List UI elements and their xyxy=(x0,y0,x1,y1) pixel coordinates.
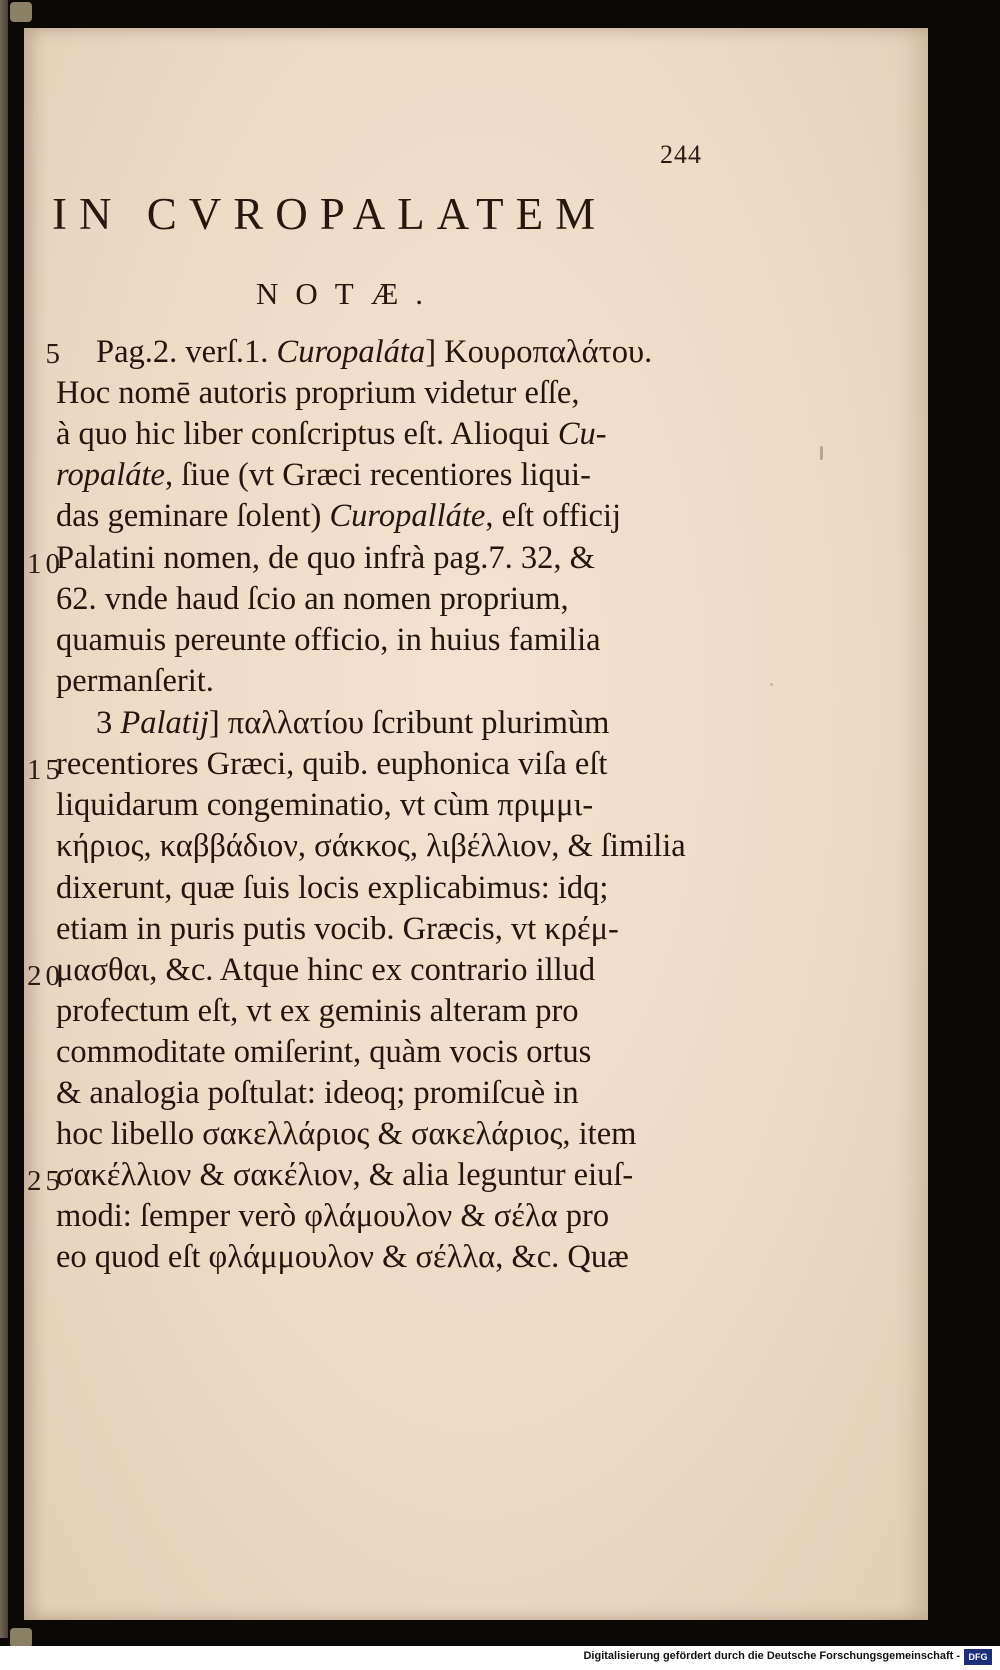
text-line: profectum eſt, vt ex geminis alteram pro xyxy=(56,993,579,1029)
text-line: κήριος, καββάδιον, σάκκος, λιβέλλιον, & ſimilia xyxy=(56,828,686,864)
previous-page-edge xyxy=(0,0,8,1638)
page-number: 244 xyxy=(660,140,702,169)
text-line: modi: ſemper verò φλάμουλον & σέλα pro xyxy=(56,1198,610,1234)
line-number-15: 15 xyxy=(27,754,64,786)
dfg-logo: DFG xyxy=(964,1649,992,1665)
text-line: 62. vnde haud ſcio an nomen proprium, xyxy=(56,581,569,617)
text-line: ropaláte, ſiue (vt Græci recentiores liqui- xyxy=(56,457,591,493)
text-line: 3 Palatij] παλλατίου ſcribunt plurimùm xyxy=(96,705,610,741)
text-line: etiam in puris putis vocib. Græcis, vt κρέμ- xyxy=(56,911,619,947)
text-line: à quo hic liber conſcriptus eſt. Alioqui Cu- xyxy=(56,416,607,452)
text-line: das geminare ſolent) Curopalláte, eſt officij xyxy=(56,498,622,534)
funding-credit: Digitalisierung gefördert durch die Deutsche Forschungsgemeinschaft - xyxy=(583,1650,960,1662)
paper-speck xyxy=(770,683,773,686)
book-page xyxy=(24,28,928,1620)
text-line: liquidarum congeminatio, vt cùm πριμμι- xyxy=(56,787,594,823)
line-number-5: 5 xyxy=(45,338,64,370)
page-subtitle: NOTÆ. xyxy=(256,276,441,311)
text-line: recentiores Græci, quib. euphonica viſa eſt xyxy=(56,746,608,782)
text-line: Palatini nomen, de quo infrà pag.7. 32, & xyxy=(56,540,595,576)
line-number-10: 10 xyxy=(27,548,64,580)
page-title: IN CVROPALATEM xyxy=(52,189,608,239)
text-line: dixerunt, quæ ſuis locis explicabimus: idq; xyxy=(56,870,609,906)
corner-stain-top xyxy=(10,2,32,22)
line-number-25: 25 xyxy=(27,1165,64,1197)
line-number-20: 20 xyxy=(27,960,64,992)
text-line: Hoc nomē autoris proprium videtur eſſe, xyxy=(56,375,580,411)
text-line: Pag.2. verſ.1. Curopaláta] Κουροπαλάτου. xyxy=(96,334,653,370)
text-line: permanſerit. xyxy=(56,663,214,699)
text-line: hoc libello σακελλάριος & σακελάριος, item xyxy=(56,1116,637,1152)
text-line: σακέλλιον & σακέλιον, & alia leguntur eiuſ- xyxy=(56,1157,634,1193)
text-line: commoditate omiſerint, quàm vocis ortus xyxy=(56,1034,592,1070)
paper-blemish xyxy=(820,446,823,460)
text-line: & analogia poſtulat: ideoq; promiſcuè in xyxy=(56,1075,579,1111)
text-line: quamuis pereunte officio, in huius familia xyxy=(56,622,601,658)
corner-stain-bottom xyxy=(10,1628,32,1648)
text-line: eo quod eſt φλάμμουλον & σέλλα, &c. Quæ xyxy=(56,1239,629,1275)
text-line: μασθαι, &c. Atque hinc ex contrario illud xyxy=(56,952,596,988)
